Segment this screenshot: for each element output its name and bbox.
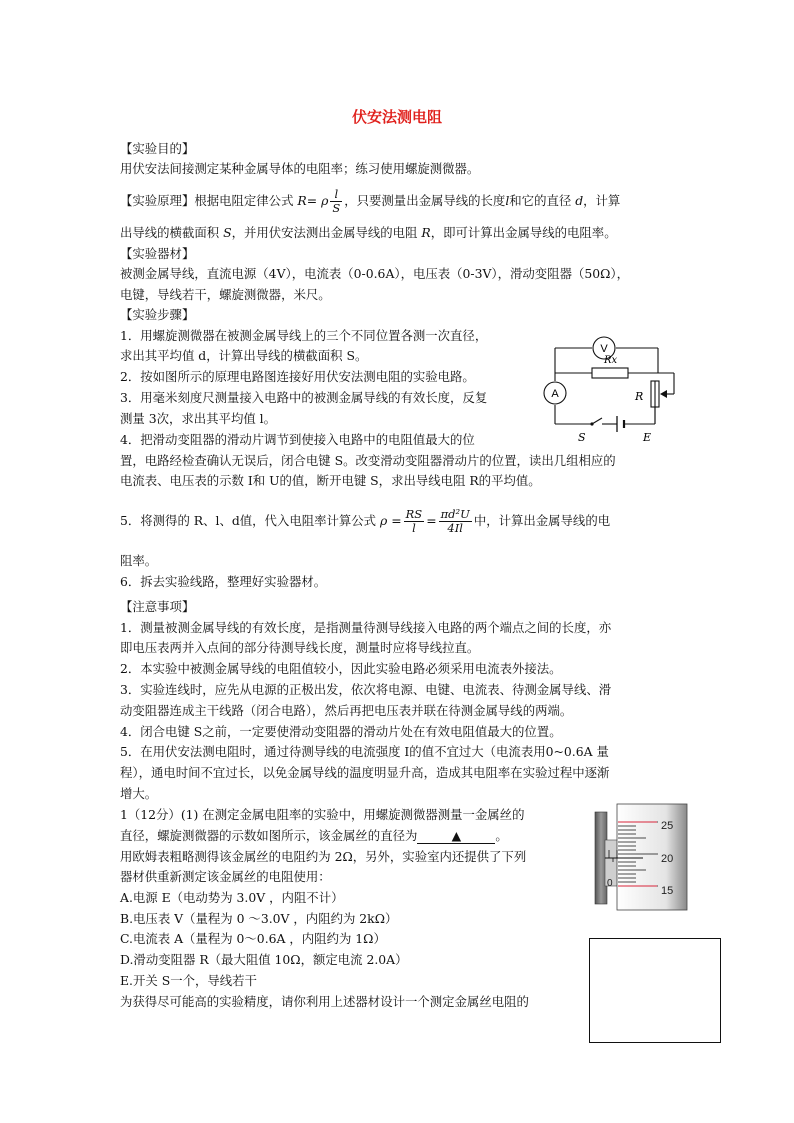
- micrometer-image: [593, 802, 689, 912]
- scale-label-15: 15: [661, 885, 674, 897]
- question-line-4: 器材供重新测定该金属丝的电阻使用：: [120, 869, 331, 884]
- note-5c: 增大。: [120, 786, 158, 801]
- resistivity-fraction: $\frac{\text{πd²U}}{4Il}$: [440, 507, 470, 535]
- equipment-heading: 【实验器材】: [120, 246, 195, 261]
- steps-heading: 【实验步骤】: [120, 307, 195, 322]
- switch-label: S: [578, 431, 586, 444]
- scale-label-20: 20: [661, 853, 674, 865]
- step-1b: 求出其平均值 d，计算出导线的横截面积 S。: [120, 348, 368, 363]
- question-line-2: 直径，螺旋测微器的示数如图所示，该金属丝的直径为 ▲ 。: [120, 828, 508, 843]
- voltmeter-label: V: [600, 343, 608, 355]
- principle-heading: 【实验原理】: [120, 193, 195, 208]
- question-line-3: 用欧姆表粗略测得该金属丝的电阻约为 2Ω，另外，实验室内还提供了下列: [120, 849, 527, 864]
- equipment-line-1: 被测金属导线，直流电源（4V），电流表（0-0.6A），电压表（0-3V），滑动变阻器（50Ω），: [120, 266, 629, 281]
- answer-blank: ▲: [417, 829, 495, 844]
- step-4c: 电流表、电压表的示数 I和 U的值，断开电键 S，求出导线电阻 R的平均值。: [120, 473, 541, 488]
- rs-over-l-fraction: $\frac{RS}{l}$: [405, 507, 423, 535]
- note-3a: 3．实验连线时，应先从电源的正极出发，依次将电源、电键、电流表、待测金属导线、滑: [120, 682, 612, 697]
- step-3b: 测量 3次，求出其平均值 l。: [120, 411, 277, 426]
- note-3b: 动变阻器连成主干线路（闭合电路），然后再把电压表并联在待测金属导线的两端。: [120, 703, 573, 718]
- question-line-1: 1（12分）(1) 在测定金属电阻率的实验中，用螺旋测微器测量一金属丝的: [120, 807, 525, 822]
- note-5a: 5．在用伏安法测电阻时，通过待测导线的电流强度 I的值不宜过大（电流表用0~0.6A 量: [120, 744, 609, 759]
- principle-line-2: 出导线的横截面积 S，并用伏安法测出金属导线的电阻 R，即可计算出金属导线的电阻率。: [120, 225, 617, 240]
- note-1a: 1．测量被测金属导线的有效长度，是指测量待测导线接入电路的两个端点之间的长度，亦: [120, 620, 612, 635]
- micrometer-thimble: [617, 804, 687, 910]
- l-over-s-fraction: $\frac{l}{S}$: [332, 187, 341, 215]
- option-b: B.电压表 V（量程为 0 ～3.0V ，内阻约为 2kΩ）: [120, 911, 398, 926]
- notes-heading: 【注意事项】: [120, 599, 195, 614]
- option-c: C.电流表 A（量程为 0～0.6A ，内阻约为 1Ω）: [120, 931, 386, 946]
- resistance-formula: R= ρ: [297, 193, 329, 208]
- step-4b: 置，电路经检查确认无误后，闭合电键 S。改变滑动变阻器滑动片的位置，读出几组相应的: [120, 453, 616, 468]
- equipment-line-2: 电键，导线若干，螺旋测微器，米尺。: [120, 287, 331, 302]
- question-line-5: 为获得尽可能高的实验精度，请你利用上述器材设计一个测定金属丝电阻的: [120, 994, 529, 1009]
- purpose-heading: 【实验目的】: [120, 141, 195, 156]
- note-2: 2．本实验中被测金属导线的电阻值较小，因此实验电路必须采用电流表外接法。: [120, 661, 562, 676]
- step-5c: 阻率。: [120, 553, 158, 568]
- step-1a: 1．用螺旋测微器在被测金属导线上的三个不同位置各测一次直径，: [120, 328, 488, 343]
- principle-line-1: 【实验原理】根据电阻定律公式 R= ρ $\frac{l}{S}$ ，只要测量出金属导线的长度l和它的直径 d，计算: [120, 187, 621, 215]
- scale-label-25: 25: [661, 820, 674, 832]
- option-a: A.电源 E（电动势为 3.0V ，内阻不计）: [120, 890, 344, 905]
- battery-label: E: [643, 431, 652, 444]
- circuit-diagram: [540, 334, 690, 446]
- step-3a: 3．用毫米刻度尺测量接入电路中的被测金属导线的有效长度，反复: [120, 390, 488, 405]
- document-title: 伏安法测电阻: [351, 108, 442, 126]
- rheostat-label: R: [635, 390, 644, 403]
- note-1b: 即电压表两并入点间的部分待测导线长度，测量时应将导线拉直。: [120, 640, 480, 655]
- step-6: 6．拆去实验线路，整理好实验器材。: [120, 574, 327, 589]
- step-4a: 4．把滑动变阻器的滑动片调节到使接入电路中的电阻值最大的位: [120, 432, 475, 447]
- step-2: 2．按如图所示的原理电路图连接好用伏安法测电阻的实验电路。: [120, 369, 475, 384]
- purpose-text: 用伏安法间接测定某种金属导体的电阻率；练习使用螺旋测微器。: [120, 161, 480, 176]
- switch-contact: [590, 422, 593, 425]
- step-5a: 5．将测得的 R、l、d值，代入电阻率计算公式 ρ = $\frac{RS}{l}$ = $\frac{\text{πd²U}}{4Il}$ 中，计算出金属导线的电: [120, 507, 611, 535]
- slider-arrow: [660, 390, 667, 398]
- ammeter-label: A: [551, 388, 559, 400]
- option-e: E.开关 S一个，导线若干: [120, 973, 257, 988]
- option-d: D.滑动变阻器 R（最大阻值 10Ω，额定电流 2.0A）: [120, 952, 408, 967]
- note-5b: 程），通电时间不宜过长，以免金属导线的温度明显升高，造成其电阻率在实验过程中逐渐: [120, 765, 610, 780]
- note-4: 4．闭合电键 S之前，一定要使滑动变阻器的滑动片处在有效电阻值最大的位置。: [120, 724, 562, 739]
- resistor-rx: [592, 368, 628, 378]
- scale-label-0: 0: [607, 878, 613, 889]
- answer-box: [589, 938, 721, 1043]
- rx-label: Rx: [604, 355, 618, 366]
